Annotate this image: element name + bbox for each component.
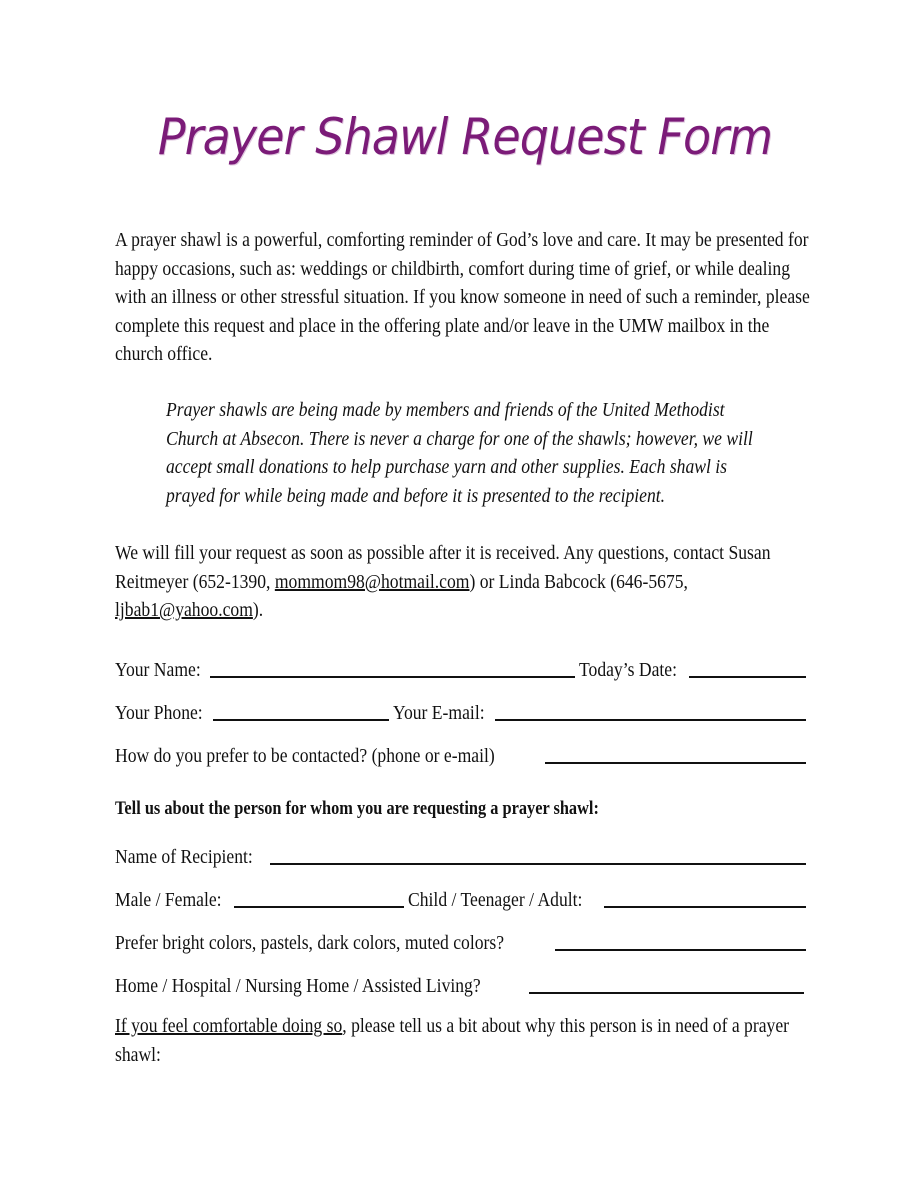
row-phone-email (115, 697, 810, 725)
recipient-heading: Tell us about the person for whom you are requesting a prayer shawl: (115, 798, 599, 819)
row-colors (115, 927, 810, 955)
form-title: Prayer Shawl Request Form (157, 108, 773, 166)
your-email-label: Your E-mail: (392, 702, 485, 724)
shawl-info-paragraph: Prayer shawls are being made by members and friends of the United Methodist Church at Absecon. There is never a charge for one of the shawls; however, we will accept small donations to help purchase yarn and other supplies. Each shawl is prayed for while being made and before it is presented to the recipient. (166, 399, 753, 507)
row-location (115, 970, 810, 998)
location-label: Home / Hospital / Nursing Home / Assisted Living? (115, 975, 481, 997)
age-group-field[interactable] (604, 906, 806, 908)
contact-pref-label: How do you prefer to be contacted? (phone or e-mail) (115, 745, 495, 767)
row-gender-age (115, 884, 810, 912)
email-link-mommom[interactable]: mommom98@hotmail.com (274, 570, 470, 593)
contact-paragraph (115, 539, 820, 625)
recipient-name-field[interactable] (270, 863, 806, 865)
gender-label: Male / Female: (115, 889, 222, 911)
contact-text-2: ) or Linda Babcock (646-5675, (469, 570, 688, 593)
intro-paragraph: A prayer shawl is a powerful, comforting reminder of God’s love and care. It may be presented for happy occasions, such as: weddings or childbirth, comfort during time of grief, or while dealing with an illness or other stressful situation. If you know someone in need of such a reminder, please complete this request and place in the offering plate and/or leave in the UMW mailbox in the church office. (115, 229, 810, 366)
closing-rest: , please tell us a bit about why this person is in need of a prayer shawl: (115, 1015, 790, 1066)
row-recipient-name (115, 841, 810, 869)
contact-pref-field[interactable] (545, 762, 807, 764)
row-contact-pref (115, 740, 810, 768)
contact-text-3: ). (252, 599, 264, 622)
recipient-name-label: Name of Recipient: (115, 846, 253, 868)
closing-paragraph (115, 1012, 810, 1070)
closing-underlined: If you feel comfortable doing so (115, 1015, 343, 1037)
colors-label: Prefer bright colors, pastels, dark colors, muted colors? (115, 932, 505, 954)
your-phone-label: Your Phone: (115, 702, 203, 724)
colors-field[interactable] (555, 949, 806, 951)
your-name-label: Your Name: (115, 659, 201, 681)
todays-date-field[interactable] (689, 676, 806, 678)
age-group-label: Child / Teenager / Adult: (408, 889, 583, 911)
contact-text-1: We will fill your request as soon as possible after it is received. Any questions, contact Susan Reitmeyer (652-1390, (115, 542, 771, 593)
row-name-date (115, 654, 810, 682)
todays-date-label: Today’s Date: (579, 659, 678, 681)
email-link-ljbab[interactable]: ljbab1@yahoo.com (115, 599, 253, 622)
location-field[interactable] (529, 992, 804, 994)
gender-field[interactable] (234, 906, 404, 908)
your-name-field[interactable] (210, 676, 575, 678)
your-email-field[interactable] (495, 719, 806, 721)
your-phone-field[interactable] (213, 719, 389, 721)
